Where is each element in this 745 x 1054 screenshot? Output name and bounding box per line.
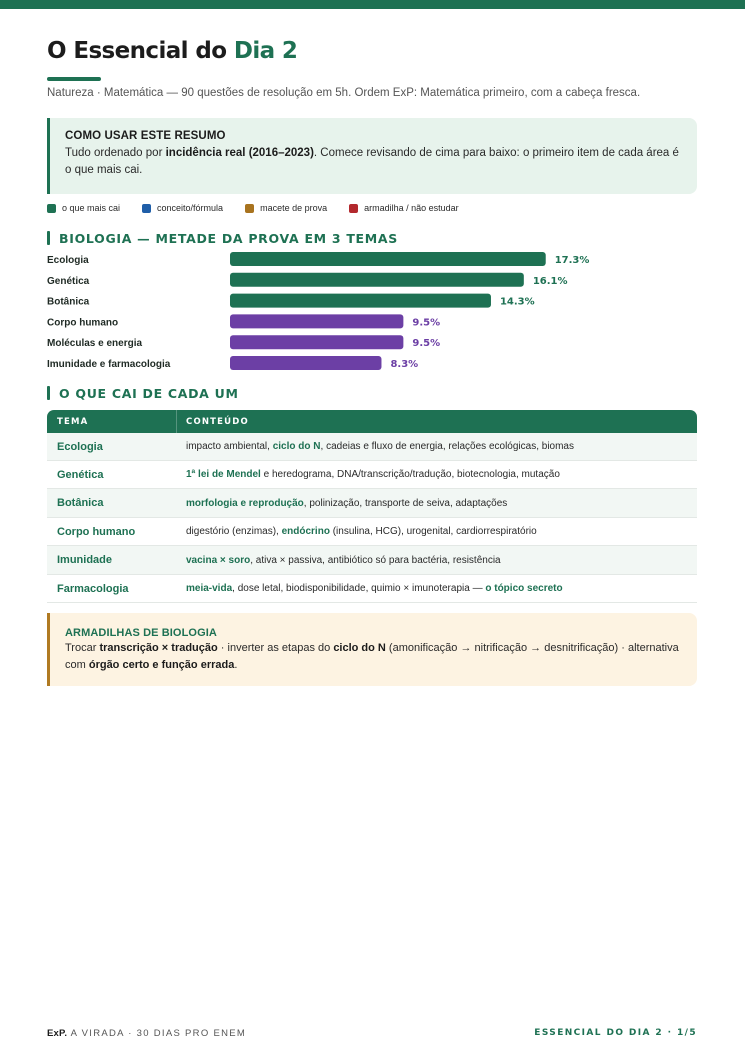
traps-text-part: · inverter as etapas do (217, 642, 334, 654)
legend-label: macete de prova (260, 203, 328, 213)
table-body (47, 433, 697, 603)
legend-label: o que mais cai (62, 203, 121, 213)
highlighted-term: vacina × soro (186, 554, 251, 566)
tema-cell: Botânica (57, 497, 104, 509)
page-title (47, 38, 297, 64)
tema-cell: Ecologia (57, 440, 103, 453)
conteudo-cell (177, 441, 574, 452)
bar (230, 335, 403, 349)
tema-cell: Genética (57, 468, 104, 481)
traps-title: ARMADILHAS DE BIOLOGIA (65, 627, 217, 639)
table-header (47, 410, 697, 433)
highlighted-term: o tópico secreto (485, 583, 563, 594)
traps-text-part: (amonificação → nitrificação → desnitrificação) · alternativa com (65, 642, 679, 671)
bar-category-label: Corpo humano (47, 317, 119, 329)
conteudo-cell (177, 498, 507, 509)
biology-section-heading (47, 231, 398, 245)
bar-category-label: Moléculas e energia (47, 338, 143, 350)
color-legend (47, 203, 481, 213)
content-text: , polinização, transporte de seiva, adaptações (303, 497, 508, 509)
content-text: , ativa × passiva, antibiótico só para bactéria, resistência (250, 554, 501, 566)
traps-text-part: . (234, 659, 238, 671)
header-conteudo: CONTEÚDO (186, 416, 249, 427)
bar (230, 314, 403, 328)
content-section-heading (47, 386, 239, 400)
bar-value-label: 9.5% (412, 338, 441, 350)
table-row (47, 433, 697, 461)
legend-swatch (245, 204, 254, 213)
how-to-use-text-start: Tudo ordenado por (65, 147, 166, 159)
legend-item-concept (142, 203, 223, 213)
bar (230, 252, 546, 266)
content-text: digestório (enzimas), (186, 526, 282, 537)
how-to-use-callout (47, 118, 697, 194)
legend-swatch (349, 204, 358, 213)
topics-table (47, 410, 697, 603)
bar-value-label: 9.5% (412, 317, 441, 329)
traps-text-part: Trocar (65, 642, 100, 654)
how-to-use-title: COMO USAR ESTE RESUMO (65, 130, 226, 142)
conteudo-cell (177, 583, 563, 594)
conteudo-cell (177, 526, 537, 537)
traps-text-bold: transcrição × tradução (99, 642, 218, 654)
legend-item-trap (349, 203, 459, 213)
biology-traps-callout (47, 613, 697, 686)
title-accent: Dia 2 (233, 38, 298, 64)
table-row (47, 575, 697, 603)
content-text: e heredograma, DNA/transcrição/tradução, biotecnologia, mutação (260, 469, 560, 480)
bar-value-label: 16.1% (532, 275, 568, 287)
conteudo-cell (177, 555, 501, 566)
tema-cell: Corpo humano (57, 525, 136, 538)
how-to-use-text (65, 145, 683, 179)
bar-category-label: Ecologia (47, 255, 89, 266)
highlighted-term: endócrino (281, 526, 330, 537)
content-section-title: O QUE CAI DE CADA UM (59, 385, 239, 401)
bar-value-label: 14.3% (499, 296, 535, 308)
legend-label: conceito/fórmula (157, 203, 224, 213)
conteudo-cell (177, 469, 560, 480)
how-to-use-text-end: . Comece revisando de cima para baixo: o primeiro item de cada área é o que mais cai. (65, 147, 679, 176)
header-tema: TEMA (47, 410, 177, 433)
traps-text-bold: órgão certo e função errada (88, 659, 235, 671)
legend-swatch (47, 204, 56, 213)
highlighted-term: 1ª lei de Mendel (186, 469, 261, 480)
footer-brand-text: A VIRADA · 30 DIAS PRO ENEM (67, 1028, 247, 1039)
tema-cell: Farmacologia (57, 582, 129, 595)
content-text: , dose letal, biodisponibilidade, quimio × imunoterapia — (232, 583, 486, 594)
bar (230, 294, 491, 308)
how-to-use-text-bold: incidência real (2016–2023) (165, 147, 314, 159)
top-accent-bar (0, 0, 745, 9)
bar-category-label: Botânica (47, 296, 90, 308)
highlighted-term: meia-vida (186, 583, 233, 594)
table-row (47, 489, 697, 518)
title-main: O Essencial do (47, 38, 234, 64)
tema-cell: Imunidade (57, 554, 113, 566)
legend-item-most-frequent (47, 203, 120, 213)
legend-item-trick (245, 203, 327, 213)
legend-label: armadilha / não estudar (364, 203, 459, 213)
traps-text (65, 640, 683, 674)
legend-swatch (142, 204, 151, 213)
table-row (47, 546, 697, 575)
footer-page-label: ESSENCIAL DO DIA 2 · 1/5 (534, 1028, 697, 1038)
bar (230, 356, 381, 370)
biology-section-title: BIOLOGIA — METADE DA PROVA EM 3 TEMAS (59, 230, 399, 246)
table-row (47, 518, 697, 546)
bar-value-label: 8.3% (390, 359, 419, 370)
content-text: impacto ambiental, (186, 441, 273, 452)
highlighted-term: morfologia e reprodução (186, 497, 304, 509)
bar-category-label: Imunidade e farmacologia (47, 359, 171, 370)
page-subtitle: Natureza · Matemática — 90 questões de resolução em 5h. Ordem ExP: Matemática primeiro, com a cabeça fresca. (47, 87, 641, 99)
content-text: , cadeias e fluxo de energia, relações ecológicas, biomas (320, 441, 574, 452)
highlighted-term: ciclo do N (272, 441, 321, 452)
heading-marker (47, 231, 50, 245)
heading-marker (47, 386, 50, 400)
footer-brand-logo: ExP. (47, 1028, 68, 1039)
bar-category-label: Genética (47, 275, 90, 287)
footer-brand (47, 1028, 246, 1039)
table-row (47, 461, 697, 489)
bar (230, 273, 524, 287)
content-text: (insulina, HCG), urogenital, cardiorrespiratório (329, 526, 537, 537)
bar-value-label: 17.3% (554, 255, 590, 266)
traps-text-bold: ciclo do N (333, 642, 386, 654)
biology-topics-bar-chart (47, 249, 697, 373)
title-underline (47, 77, 101, 81)
